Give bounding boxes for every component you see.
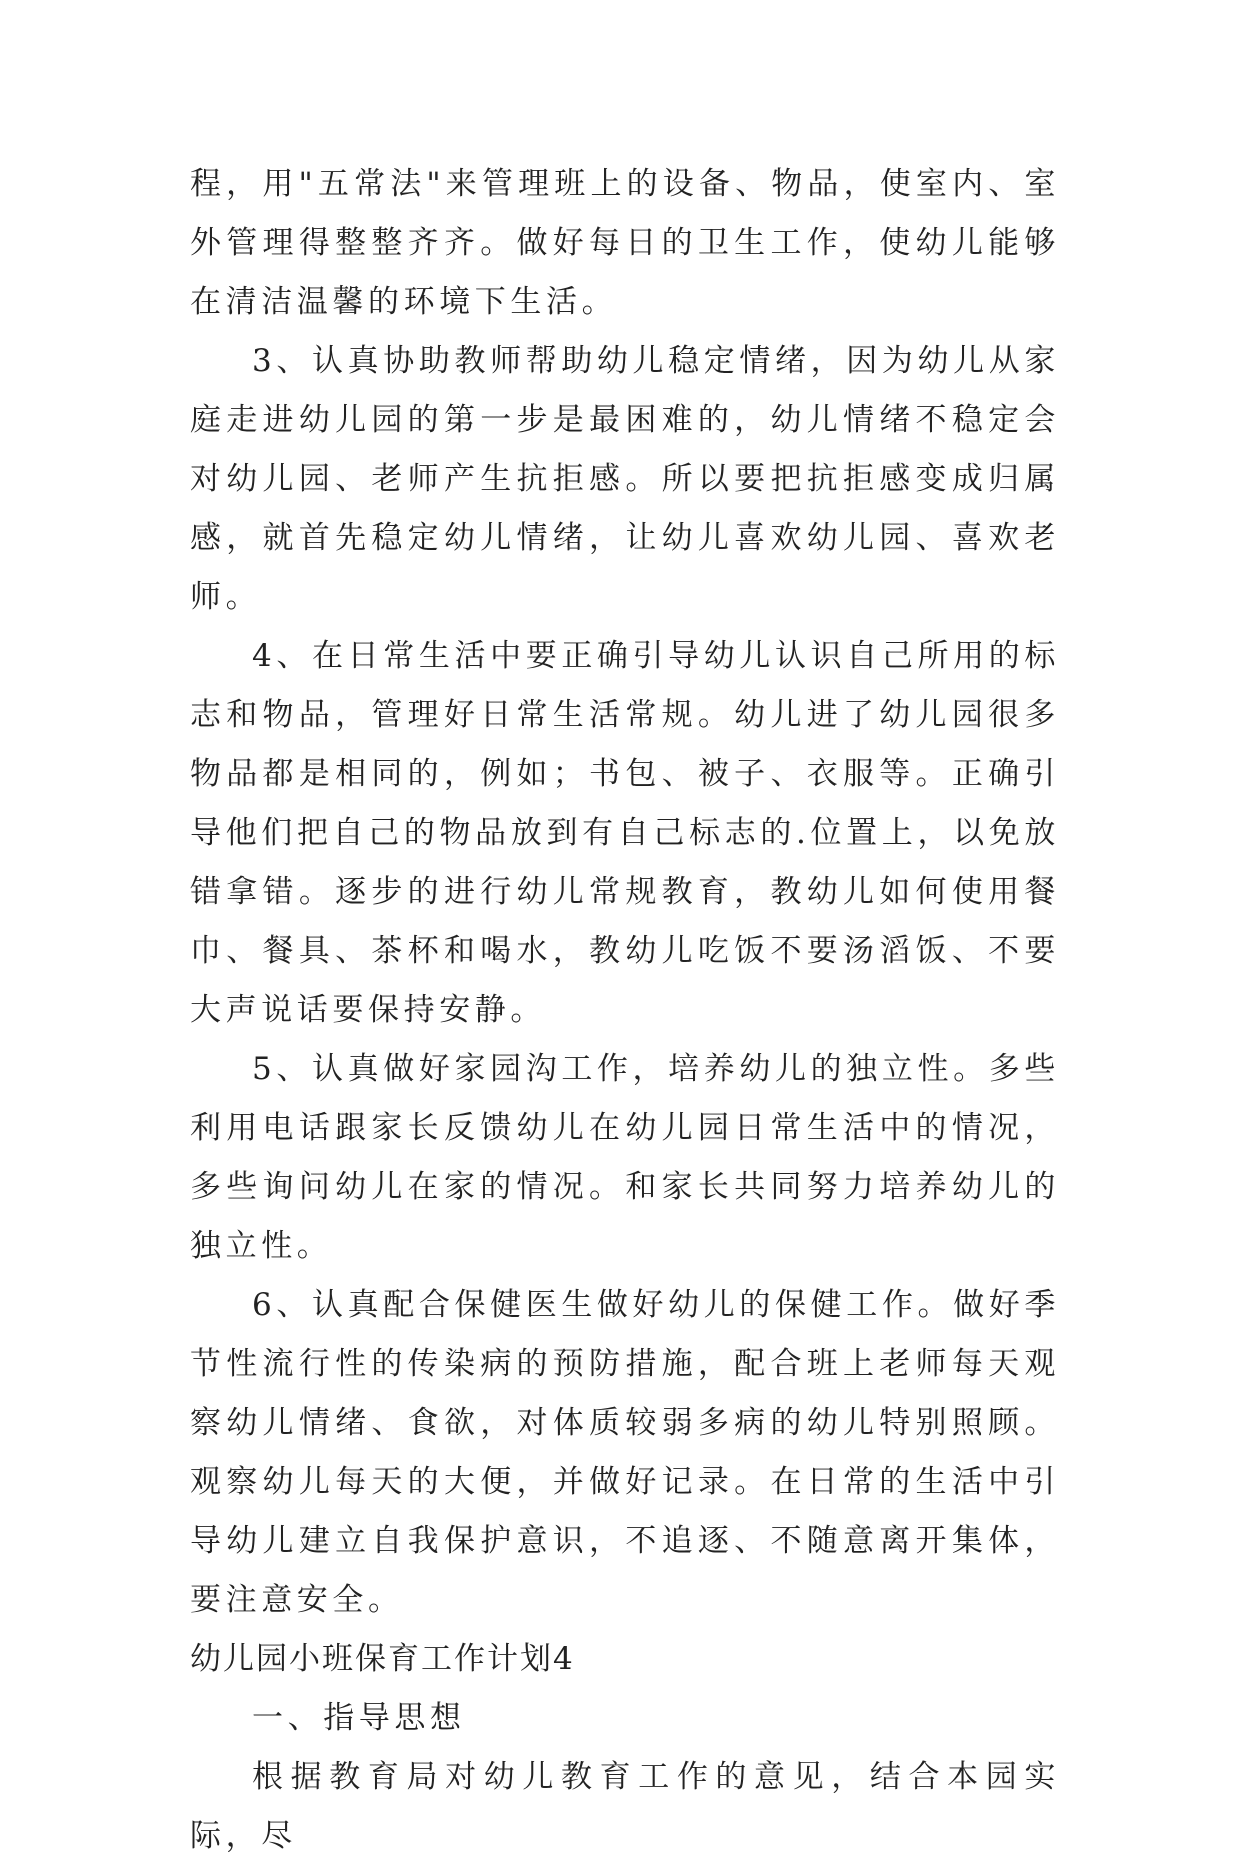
subsection-title: 一、指导思想 bbox=[252, 1700, 466, 1736]
paragraph-final: 根据教育局对幼儿教育工作的意见，结合本园实际，尽 bbox=[190, 1759, 1060, 1854]
paragraph-item-6: 6、认真配合保健医生做好幼儿的保健工作。做好季节性流行性的传染病的预防措施，配合班上老师每天观察幼儿情绪、食欲，对体质较弱多病的幼儿特别照顾。观察幼儿每天的大便，并做好记录。在日常的生活中引导幼儿建立自我保护意识，不追逐、不随意离开集体，要注意安全。 bbox=[190, 1287, 1060, 1618]
paragraph-item-4: 4、在日常生活中要正确引导幼儿认识自己所用的标志和物品，管理好日常生活常规。幼儿进了幼儿园很多物品都是相同的，例如；书包、被子、衣服等。正确引导他们把自己的物品放到有自己标志的.位置上，以免放错拿错。逐步的进行幼儿常规教育，教幼儿如何使用餐巾、餐具、茶杯和喝水，教幼儿吃饭不要汤滔饭、不要大声说话要保持安静。 bbox=[190, 638, 1060, 1028]
paragraph-item-3: 3、认真协助教师帮助幼儿稳定情绪，因为幼儿从家庭走进幼儿园的第一步是最困难的，幼儿情绪不稳定会对幼儿园、老师产生抗拒感。所以要把抗拒感变成归属感，就首先稳定幼儿情绪，让幼儿喜欢幼儿园、喜欢老师。 bbox=[190, 343, 1060, 615]
paragraph-continued: 程，用"五常法"来管理班上的设备、物品，使室内、室外管理得整整齐齐。做好每日的卫生工作，使幼儿能够在清洁温馨的环境下生活。 bbox=[190, 166, 1060, 320]
document-body bbox=[190, 155, 1060, 1866]
paragraph-item-5: 5、认真做好家园沟工作，培养幼儿的独立性。多些利用电话跟家长反馈幼儿在幼儿园日常生活中的情况，多些询问幼儿在家的情况。和家长共同努力培养幼儿的独立性。 bbox=[190, 1051, 1060, 1264]
section-title: 幼儿园小班保育工作计划4 bbox=[190, 1641, 575, 1677]
